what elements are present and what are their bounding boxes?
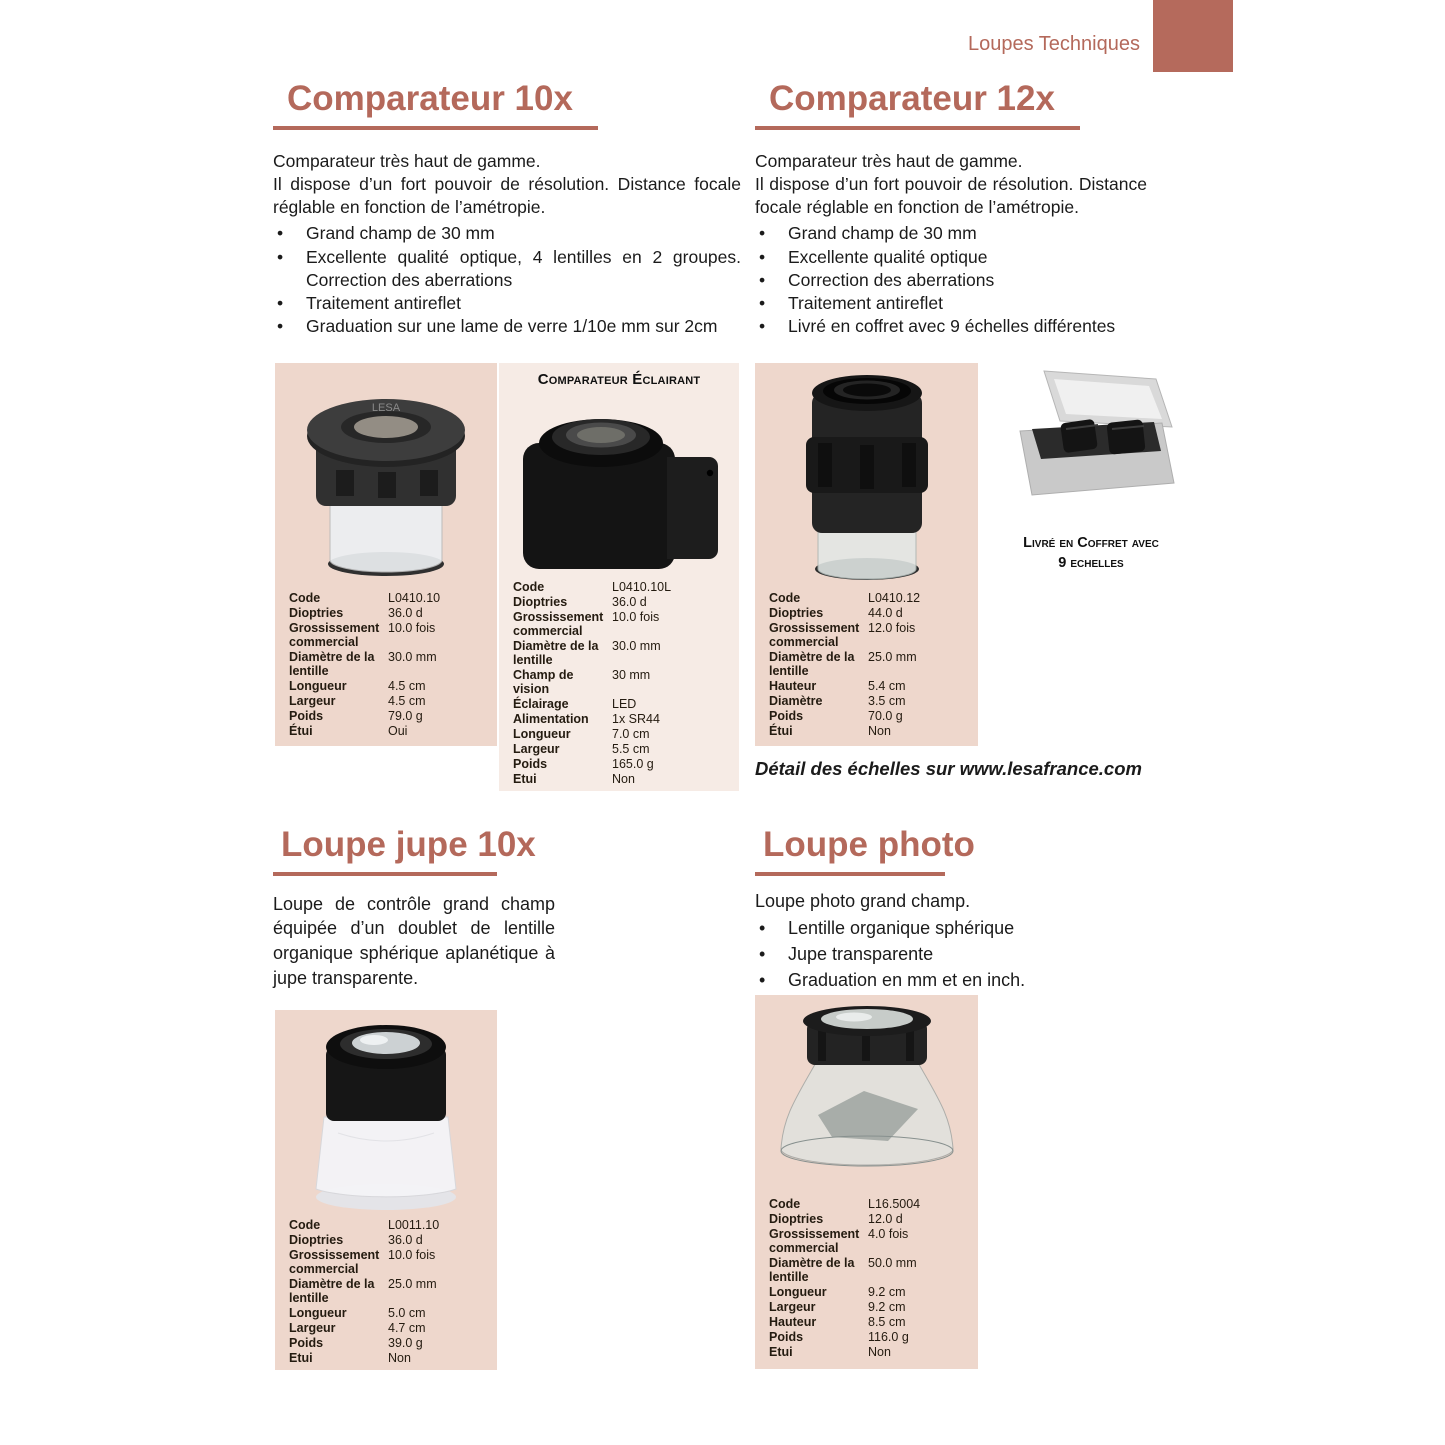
coffret-caption-line: 9 echelles	[1058, 555, 1124, 572]
section-title-comparateur-12x: Comparateur 12x	[769, 79, 1055, 118]
spec-label: Étui	[769, 724, 793, 738]
spec-row	[289, 606, 491, 620]
spec-label: Code	[513, 580, 545, 594]
spec-label: Grossissement commercial	[513, 610, 604, 638]
bullet-dot: •	[759, 316, 766, 337]
spec-value: 9.2 cm	[868, 1285, 906, 1299]
spec-label: Longueur	[513, 727, 571, 741]
spec-label: Poids	[513, 757, 548, 771]
product-photo-area	[275, 363, 497, 589]
scales-detail-note: Détail des échelles sur www.lesafrance.com	[755, 758, 1142, 779]
bullet-list	[755, 916, 1087, 993]
bullet-text: Traitement antireflet	[306, 293, 461, 314]
spec-label: Code	[289, 591, 321, 605]
spec-row	[289, 1306, 491, 1320]
spec-row	[769, 1227, 972, 1255]
spec-value: Non	[612, 772, 635, 786]
bullet-dot: •	[759, 943, 766, 964]
spec-label: Hauteur	[769, 679, 817, 693]
spec-value: 5.0 cm	[388, 1306, 426, 1320]
spec-value: L16.5004	[868, 1197, 921, 1211]
bullet-item	[755, 246, 1147, 269]
spec-row	[289, 1351, 491, 1365]
bullet-text: Lentille organique sphérique	[788, 918, 1015, 939]
spec-label: Alimentation	[513, 712, 589, 726]
bullet-text: Grand champ de 30 mm	[306, 223, 495, 244]
spec-label: Code	[289, 1218, 321, 1232]
spec-value: Oui	[388, 724, 408, 738]
spec-row	[289, 621, 491, 649]
spec-value: 116.0 g	[868, 1330, 909, 1344]
spec-value: Non	[388, 1351, 411, 1365]
spec-table-comparateur-12x	[755, 589, 978, 747]
spec-label: Grossissement commercial	[769, 1227, 860, 1255]
intro-line: Comparateur très haut de gamme.	[273, 150, 541, 171]
spec-label: Diamètre de la lentille	[769, 650, 855, 678]
spec-label: Longueur	[769, 1285, 827, 1299]
spec-label: Etui	[769, 1345, 793, 1359]
bullet-list	[755, 222, 1147, 338]
spec-row	[513, 742, 733, 756]
spec-row	[289, 1336, 491, 1350]
spec-row	[513, 668, 733, 696]
bullet-dot: •	[277, 246, 284, 267]
spec-row	[289, 724, 491, 738]
bullet-text: Livré en coffret avec 9 échelles différentes	[788, 316, 1116, 337]
spec-row	[513, 757, 733, 771]
spec-label: Poids	[289, 1336, 324, 1350]
title-underline	[273, 126, 598, 130]
spec-label: Code	[769, 591, 801, 605]
product-photo-area	[755, 363, 978, 589]
spec-label: Grossissement commercial	[289, 621, 380, 649]
brand-marking: LESA	[371, 401, 401, 414]
coffret-caption	[1002, 533, 1180, 574]
comparateur-12x-photo	[782, 365, 952, 587]
bullet-item	[273, 222, 741, 245]
spec-row	[769, 679, 972, 693]
spec-row	[513, 595, 733, 609]
spec-value: L0011.10	[388, 1218, 440, 1232]
spec-label: Poids	[289, 709, 324, 723]
spec-label: Largeur	[769, 1300, 816, 1314]
description-paragraph: Loupe de contrôle grand champ équipée d’un doublet de lentille organique sphérique aplanétique à jupe transparente.	[273, 893, 555, 988]
spec-row	[769, 694, 972, 708]
spec-row	[769, 591, 972, 605]
spec-row	[289, 591, 491, 605]
bullet-item	[755, 315, 1147, 338]
section-loupe-photo	[755, 820, 1087, 993]
spec-value: 30 mm	[612, 668, 651, 682]
comparateur-eclairant-photo	[515, 393, 723, 573]
bullet-text: Traitement antireflet	[788, 293, 943, 314]
spec-value: 12.0 d	[868, 1212, 903, 1226]
coffret-caption-line: Livré en Coffret avec	[1023, 535, 1159, 551]
loupe-jupe-photo	[294, 1013, 478, 1213]
product-photo-area	[275, 1010, 497, 1216]
spec-value: 39.0 g	[388, 1336, 423, 1350]
spec-value: 5.5 cm	[612, 742, 650, 756]
spec-row	[513, 610, 733, 638]
spec-label: Étui	[289, 724, 313, 738]
product-panel-loupe-jupe	[275, 1010, 497, 1370]
spec-row	[769, 650, 972, 678]
spec-row	[289, 709, 491, 723]
loupe-photo-photo	[768, 999, 966, 1191]
product-panel-comparateur-12x	[755, 363, 978, 746]
spec-label: Dioptries	[513, 595, 568, 609]
product-photo-area	[499, 388, 739, 578]
spec-row	[769, 621, 972, 649]
spec-value: 165.0 g	[612, 757, 654, 771]
spec-value: 36.0 d	[388, 606, 423, 620]
spec-value: 30.0 mm	[612, 639, 661, 653]
bullet-item	[755, 968, 1087, 994]
bullet-text: Excellente qualité optique	[788, 246, 988, 267]
product-panel-comparateur-10x	[275, 363, 497, 746]
title-underline	[273, 872, 497, 876]
spec-row	[289, 1248, 491, 1276]
bullet-text: Correction des aberrations	[788, 269, 995, 290]
spec-row	[289, 679, 491, 693]
spec-row	[289, 650, 491, 678]
spec-row	[289, 1277, 491, 1305]
spec-value: Non	[868, 1345, 891, 1359]
coffret-figure	[1002, 365, 1180, 574]
product-panel-comparateur-eclairant	[499, 363, 739, 791]
spec-table-comparateur-eclairant	[499, 578, 739, 795]
spec-row	[289, 1233, 491, 1247]
spec-label: Diamètre de la lentille	[289, 1277, 375, 1305]
spec-value: 7.0 cm	[612, 727, 650, 741]
spec-value: Non	[868, 724, 891, 738]
page-header-label: Loupes Techniques	[968, 33, 1140, 55]
bullet-text: Grand champ de 30 mm	[788, 223, 977, 244]
spec-label: Grossissement commercial	[289, 1248, 380, 1276]
bullet-dot: •	[759, 969, 766, 990]
spec-value: 1x SR44	[612, 712, 660, 726]
spec-row	[769, 1315, 972, 1329]
bullet-list	[273, 222, 741, 338]
bullet-item	[755, 269, 1147, 292]
bullet-text: Graduation sur une lame de verre 1/10e mm sur 2cm	[306, 316, 718, 337]
bullet-item	[755, 942, 1087, 968]
spec-row	[513, 727, 733, 741]
spec-label: Diamètre de la lentille	[289, 650, 375, 678]
spec-row	[513, 772, 733, 786]
spec-value: 36.0 d	[388, 1233, 423, 1247]
title-underline	[755, 872, 945, 876]
spec-label: Éclairage	[513, 697, 569, 711]
spec-label: Poids	[769, 1330, 804, 1344]
intro-line: Comparateur très haut de gamme.	[755, 150, 1023, 171]
spec-value: 44.0 d	[868, 606, 903, 620]
spec-row	[769, 724, 972, 738]
bullet-item	[755, 916, 1087, 942]
spec-value: 12.0 fois	[868, 621, 916, 635]
section-comparateur-12x	[755, 74, 1147, 339]
spec-row	[769, 1330, 972, 1344]
spec-value: 30.0 mm	[388, 650, 437, 664]
spec-table-comparateur-10x	[275, 589, 497, 747]
spec-value: 4.5 cm	[388, 694, 426, 708]
section-loupe-jupe-10x	[273, 820, 555, 991]
bullet-dot: •	[277, 293, 284, 314]
spec-row	[513, 639, 733, 667]
bullet-dot: •	[759, 293, 766, 314]
spec-value: 25.0 mm	[388, 1277, 437, 1291]
spec-label: Largeur	[289, 1321, 336, 1335]
bullet-dot: •	[759, 269, 766, 290]
spec-value: 4.5 cm	[388, 679, 426, 693]
spec-value: 9.2 cm	[868, 1300, 906, 1314]
spec-label: Grossissement commercial	[769, 621, 860, 649]
spec-value: 5.4 cm	[868, 679, 906, 693]
spec-row	[289, 694, 491, 708]
spec-row	[769, 1212, 972, 1226]
spec-row	[769, 1285, 972, 1299]
bullet-text: Excellente qualité optique, 4 lentilles en 2 groupes. Correction des aberrations	[306, 246, 741, 290]
section-comparateur-10x	[273, 74, 741, 339]
spec-label: Longueur	[289, 679, 347, 693]
spec-value: 8.5 cm	[868, 1315, 906, 1329]
header-color-block	[1153, 0, 1233, 72]
section-title-comparateur-10x: Comparateur 10x	[287, 79, 573, 118]
spec-label: Largeur	[513, 742, 560, 756]
spec-label: Dioptries	[769, 1212, 824, 1226]
bullet-text: Jupe transparente	[788, 943, 934, 964]
spec-value: L0410.12	[868, 591, 921, 605]
spec-row	[289, 1218, 491, 1232]
spec-table-loupe-photo	[755, 1195, 978, 1368]
spec-row	[513, 697, 733, 711]
spec-label: Hauteur	[769, 1315, 817, 1329]
intro-line: Loupe photo grand champ.	[755, 890, 971, 911]
spec-value: 50.0 mm	[868, 1256, 917, 1270]
bullet-dot: •	[759, 223, 766, 244]
bullet-dot: •	[759, 918, 766, 939]
spec-label: Diamètre de la lentille	[513, 639, 599, 667]
spec-row	[513, 712, 733, 726]
spec-label: Dioptries	[289, 1233, 344, 1247]
bullet-dot: •	[759, 246, 766, 267]
spec-label: Champ de vision	[513, 668, 574, 696]
spec-table-loupe-jupe	[275, 1216, 497, 1374]
intro-paragraph: Il dispose d’un fort pouvoir de résolution. Distance focale réglable en fonction de l’amétropie.	[273, 173, 741, 218]
spec-label: Dioptries	[769, 606, 824, 620]
bullet-item	[273, 315, 741, 338]
bullet-item	[755, 222, 1147, 245]
section-title-loupe-photo: Loupe photo	[763, 825, 975, 864]
spec-row	[769, 1300, 972, 1314]
spec-row	[769, 606, 972, 620]
spec-label: Dioptries	[289, 606, 344, 620]
spec-row	[769, 709, 972, 723]
comparateur-10x-photo	[296, 374, 476, 579]
panel-heading-comparateur-eclairant: Comparateur Éclairant	[537, 371, 701, 388]
spec-value: 25.0 mm	[868, 650, 917, 664]
spec-label: Diamètre de la lentille	[769, 1256, 855, 1284]
bullet-item	[273, 292, 741, 315]
spec-label: Code	[769, 1197, 801, 1211]
spec-label: Etui	[289, 1351, 313, 1365]
bullet-item	[755, 292, 1147, 315]
spec-label: Etui	[513, 772, 537, 786]
spec-value: 10.0 fois	[612, 610, 660, 624]
bullet-text: Graduation en mm et en inch.	[788, 969, 1026, 990]
spec-row	[769, 1345, 972, 1359]
spec-value: 4.7 cm	[388, 1321, 426, 1335]
section-title-loupe-jupe: Loupe jupe 10x	[281, 825, 536, 864]
spec-label: Diamètre	[769, 694, 823, 708]
spec-label: Poids	[769, 709, 804, 723]
spec-label: Largeur	[289, 694, 336, 708]
spec-row	[289, 1321, 491, 1335]
spec-row	[769, 1256, 972, 1284]
spec-value: 10.0 fois	[388, 621, 436, 635]
spec-value: 70.0 g	[868, 709, 903, 723]
spec-value: 4.0 fois	[868, 1227, 909, 1241]
spec-row	[513, 580, 733, 594]
spec-value: LED	[612, 697, 637, 711]
spec-value: L0410.10L	[612, 580, 672, 594]
bullet-dot: •	[277, 316, 284, 337]
bullet-item	[273, 246, 741, 293]
spec-row	[769, 1197, 972, 1211]
spec-label: Longueur	[289, 1306, 347, 1320]
product-photo-area	[755, 995, 978, 1195]
spec-value: L0410.10	[388, 591, 441, 605]
intro-paragraph: Il dispose d’un fort pouvoir de résolution. Distance focale réglable en fonction de l’amétropie.	[755, 173, 1147, 218]
product-panel-loupe-photo	[755, 995, 978, 1369]
spec-value: 79.0 g	[388, 709, 423, 723]
coffret-photo	[1006, 365, 1176, 517]
spec-value: 36.0 d	[612, 595, 647, 609]
bullet-dot: •	[277, 223, 284, 244]
spec-value: 10.0 fois	[388, 1248, 436, 1262]
spec-value: 3.5 cm	[868, 694, 906, 708]
title-underline	[755, 126, 1080, 130]
